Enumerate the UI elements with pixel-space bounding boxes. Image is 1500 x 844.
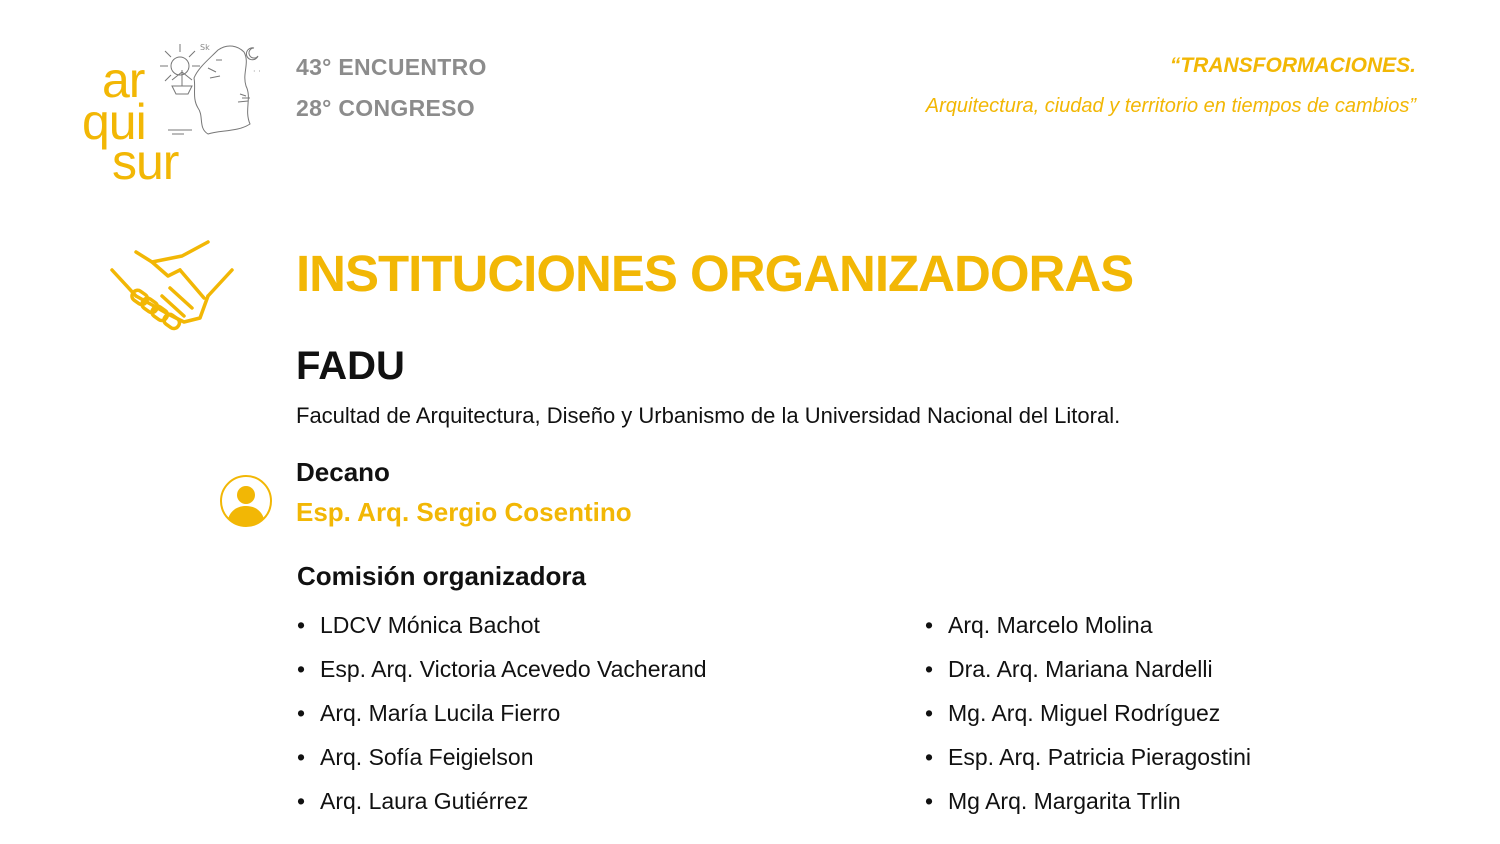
motto-subtitle: Arquitectura, ciudad y territorio en tiempos de cambios” [925, 95, 1416, 117]
committee-list-left [297, 610, 707, 830]
handshake-icon [108, 236, 238, 338]
person-icon [219, 473, 273, 529]
svg-text:Sk: Sk [200, 43, 210, 52]
arquisur-logo [82, 38, 272, 188]
committee-list-right [925, 610, 1251, 830]
svg-text:· ·: · · [253, 67, 261, 76]
section-title: INSTITUCIONES ORGANIZADORAS [296, 245, 1134, 302]
list-item: • Arq. Sofía Feigielson [297, 742, 707, 786]
map-sketch-icon [158, 38, 268, 143]
list-item: • Mg. Arq. Miguel Rodríguez [925, 698, 1251, 742]
list-item: • Esp. Arq. Victoria Acevedo Vacherand [297, 654, 707, 698]
logo-text-qui: qui [82, 94, 146, 150]
list-item: • Arq. Laura Gutiérrez [297, 786, 707, 830]
dean-name: Esp. Arq. Sergio Cosentino [296, 497, 632, 527]
dean-title: Decano [296, 457, 390, 487]
list-item: • Mg Arq. Margarita Trlin [925, 786, 1251, 830]
event-encuentro: 43° ENCUENTRO [296, 54, 487, 80]
list-item: • Esp. Arq. Patricia Pieragostini [925, 742, 1251, 786]
list-item: • Arq. María Lucila Fierro [297, 698, 707, 742]
committee-title: Comisión organizadora [297, 561, 586, 591]
list-item: • Arq. Marcelo Molina [925, 610, 1251, 654]
motto-headline: “TRANSFORMACIONES. [1169, 54, 1416, 77]
institution-description: Facultad de Arquitectura, Diseño y Urbanismo de la Universidad Nacional del Litoral. [296, 403, 1121, 428]
event-congreso: 28° CONGRESO [296, 95, 475, 121]
logo-text-ar: ar [102, 52, 145, 108]
list-item: • Dra. Arq. Mariana Nardelli [925, 654, 1251, 698]
institution-name: FADU [296, 344, 405, 388]
logo-text-sur: sur [112, 134, 179, 190]
list-item: • LDCV Mónica Bachot [297, 610, 707, 654]
